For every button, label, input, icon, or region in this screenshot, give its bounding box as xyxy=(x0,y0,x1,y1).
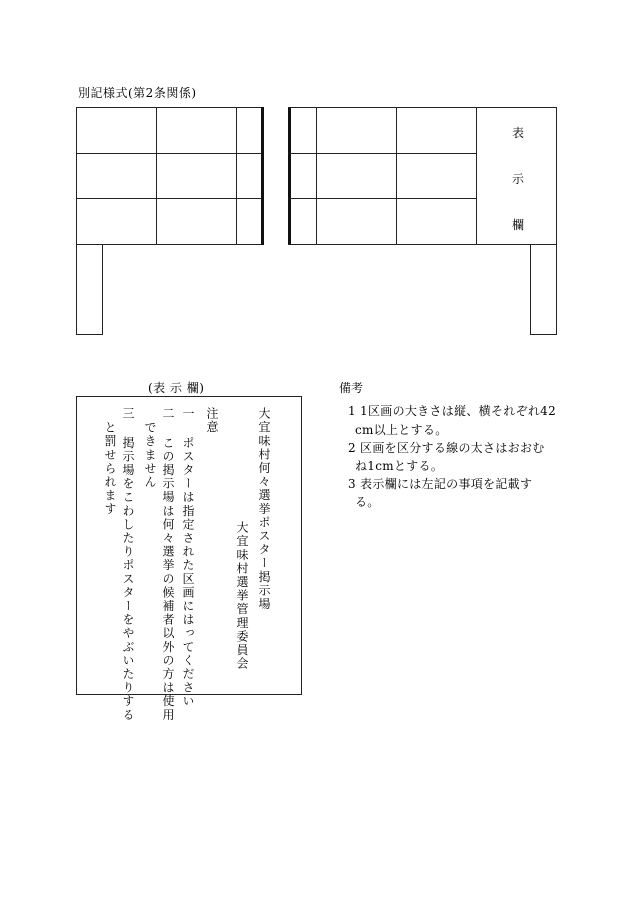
board-display-char-1: 表 xyxy=(512,126,525,140)
note-line-3: 2 区画を区分する線の太さはおおむ xyxy=(348,441,545,455)
panel-heading: 大宜味村何々選挙ポスター掲示場 xyxy=(257,407,271,611)
board-left-break-edge xyxy=(261,107,264,245)
note-line-5: 3 表示欄には左記の事項を記載す xyxy=(348,477,533,491)
panel-item-2a: 二 この掲示場は何々選挙の候補者以外の方は使用 xyxy=(161,407,175,722)
board-left-leg-bottom xyxy=(76,334,103,335)
board-right-break-edge xyxy=(288,107,291,245)
board-display-char-3: 欄 xyxy=(512,218,525,232)
board-right-grid-v2 xyxy=(396,107,397,245)
panel-item-1: 一 ポスターは指定された区画にはってください xyxy=(181,407,195,709)
panel-item-3b: と罰せられます xyxy=(103,421,117,517)
board-right-top-border xyxy=(288,107,556,108)
panel-caption: (表 示 欄) xyxy=(148,381,205,395)
note-line-4: ね1cmとする。 xyxy=(355,459,444,473)
panel-notice-label: 注意 xyxy=(205,407,219,435)
note-line-2: cm以上とする。 xyxy=(355,423,448,437)
board-display-column-left xyxy=(476,107,477,245)
note-line-6: る。 xyxy=(355,495,380,509)
board-left-grid-v2 xyxy=(236,107,237,245)
display-panel xyxy=(76,396,302,722)
notes-title: 備考 xyxy=(339,381,364,395)
board-left-leg-right xyxy=(102,244,103,335)
panel-item-3a: 三 掲示場をこわしたりポスターをやぶいたりする xyxy=(121,407,135,722)
board-right-leg-left xyxy=(530,244,531,335)
form-title: 別記様式(第2条関係) xyxy=(78,86,197,100)
board-display-char-2: 示 xyxy=(512,172,525,186)
panel-authority: 大宜味村選挙管理委員会 xyxy=(235,521,249,671)
board-right-bottom-border xyxy=(288,244,556,245)
board-left-left-border xyxy=(76,107,77,335)
note-line-1: 1 1区画の大きさは縦、横それぞれ42 xyxy=(348,404,557,418)
panel-item-2b: できません xyxy=(143,421,157,489)
board-right-grid-v1 xyxy=(316,107,317,245)
board-right-leg-bottom xyxy=(530,334,557,335)
board-left-grid-v1 xyxy=(156,107,157,245)
board-right-right-border xyxy=(556,107,557,335)
